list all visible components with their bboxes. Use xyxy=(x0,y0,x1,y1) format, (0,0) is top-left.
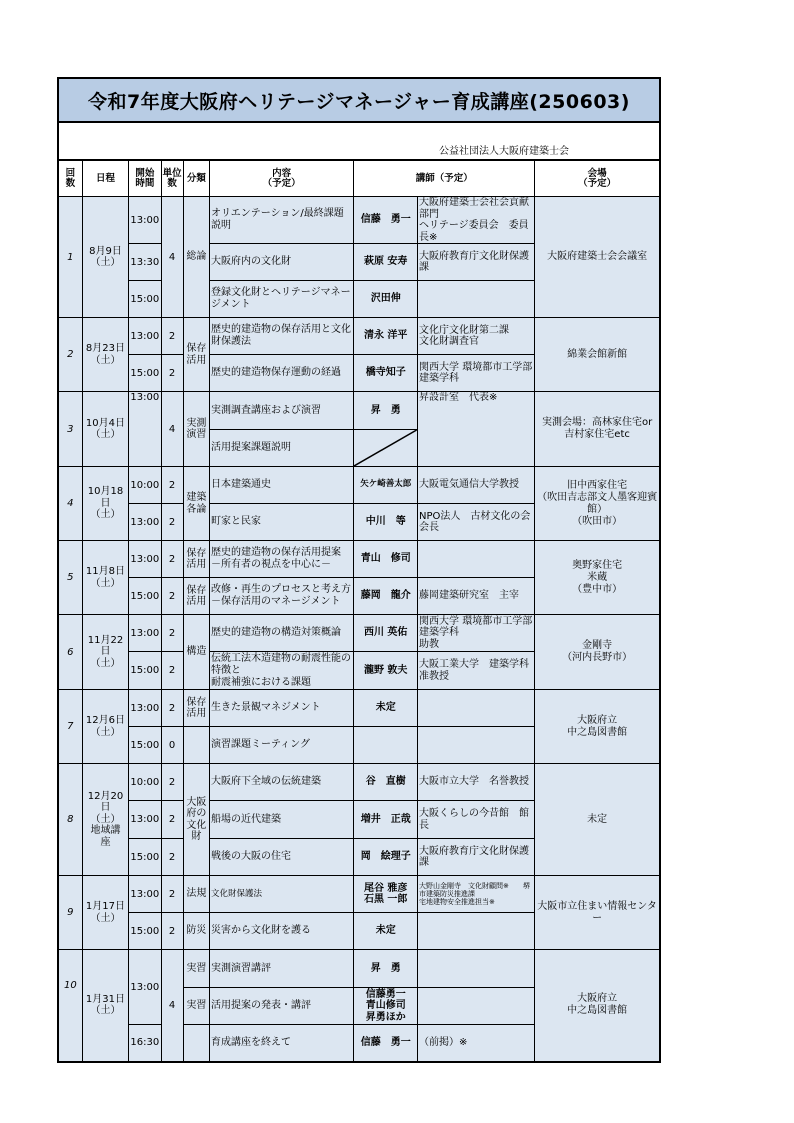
lecturer-name: 萩原 安寿 xyxy=(354,244,418,281)
table-row xyxy=(58,197,660,244)
category: 保存 活用 xyxy=(183,541,209,578)
organization-name: 公益社団法人大阪府建築士会 xyxy=(439,146,569,157)
lecture-content: 活用提案の発表・講評 xyxy=(209,988,353,1025)
start-time: 10:00 xyxy=(129,764,161,801)
lecturer-affiliation xyxy=(418,950,535,988)
lecture-content: 大阪府下全域の伝統建築 xyxy=(209,764,353,801)
venue: 大阪府建築士会会議室 xyxy=(535,197,660,318)
session-date: 10月18 日 （土） xyxy=(82,467,128,541)
header-lecturer: 講師（予定） xyxy=(354,160,535,197)
unit-count: 2 xyxy=(161,467,183,504)
start-time: 13:00 xyxy=(129,318,161,355)
lecturer-name: 矢ケ崎善太郎 xyxy=(354,467,418,504)
lecturer-name: 尾谷 雅彦 石黒 一郎 xyxy=(354,876,418,913)
start-time: 15:00 xyxy=(129,355,161,392)
lecturer-affiliation: 藤岡建築研究室 主宰 xyxy=(418,578,535,615)
start-time: 15:00 xyxy=(129,652,161,690)
session-date: 8月9日 （土） xyxy=(82,197,128,318)
table-row xyxy=(58,467,660,504)
table-row xyxy=(58,950,660,988)
lecturer-affiliation: NPO法人 古材文化の会 会長 xyxy=(418,504,535,541)
category: 総論 xyxy=(183,197,209,318)
start-time: 13:00 xyxy=(129,504,161,541)
session-date: 12月20 日 （土） 地域講 座 xyxy=(82,764,128,876)
start-time: 13:00 xyxy=(129,876,161,913)
category: 実習 xyxy=(183,950,209,988)
lecturer-affiliation xyxy=(418,727,535,764)
lecture-content: 歴史的建造物保存運動の経過 xyxy=(209,355,353,392)
lecture-content: 伝統工法木造建物の耐震性能の特徴と 耐震補強における課題 xyxy=(209,652,353,690)
table-row xyxy=(58,876,660,913)
header-content: 内容 （予定） xyxy=(209,160,353,197)
venue: 大阪府立 中之島図書館 xyxy=(535,950,660,1062)
category: 保存 活用 xyxy=(183,578,209,615)
lecturer-affiliation xyxy=(418,690,535,727)
venue: 大阪府立 中之島図書館 xyxy=(535,690,660,764)
unit-count: 2 xyxy=(161,318,183,355)
start-time: 13:00 xyxy=(129,615,161,652)
category: 構造 xyxy=(183,615,209,690)
start-time: 13:00 xyxy=(129,392,161,467)
schedule-table xyxy=(57,159,661,1063)
session-number: 2 xyxy=(58,318,82,392)
start-time: 13:30 xyxy=(129,244,161,281)
category: 実測 演習 xyxy=(183,392,209,467)
start-time: 15:00 xyxy=(129,727,161,764)
lecturer-name: 未定 xyxy=(354,690,418,727)
venue: 金剛寺 （河内長野市） xyxy=(535,615,660,690)
lecturer-affiliation xyxy=(418,541,535,578)
lecturer-name: 中川 等 xyxy=(354,504,418,541)
lecturer-name: 沢田伸 xyxy=(354,281,418,318)
lecturer-name: 未定 xyxy=(354,913,418,950)
table-row xyxy=(58,764,660,801)
table-header xyxy=(58,160,660,197)
lecture-content: 日本建築通史 xyxy=(209,467,353,504)
category: 保存 活用 xyxy=(183,318,209,392)
header-venue: 会場 （予定） xyxy=(535,160,660,197)
session-number: 6 xyxy=(58,615,82,690)
unit-count: 2 xyxy=(161,913,183,950)
category xyxy=(183,727,209,764)
header-date: 日程 xyxy=(82,160,128,197)
session-date: 12月6日 （土） xyxy=(82,690,128,764)
start-time: 16:30 xyxy=(129,1025,161,1062)
lecturer-name: 橋寺知子 xyxy=(354,355,418,392)
lecturer-affiliation: 大阪府教育庁文化財保護課 xyxy=(418,244,535,281)
header-num: 回 数 xyxy=(58,160,82,197)
lecture-content: 歴史的建造物の保存活用提案 －所有者の視点を中心に－ xyxy=(209,541,353,578)
lecturer-affiliation xyxy=(418,988,535,1025)
lecturer-affiliation: 昇設計室 代表※ xyxy=(418,392,535,467)
lecturer-affiliation: 大阪くらしの今昔館 館長 xyxy=(418,801,535,839)
session-date: 11月22 日 （土） xyxy=(82,615,128,690)
lecturer-name: 信藤勇一 青山修司 昇勇ほか xyxy=(354,988,418,1025)
table-row xyxy=(58,541,660,578)
lecturer-affiliation xyxy=(418,913,535,950)
unit-count: 2 xyxy=(161,615,183,652)
session-number: 4 xyxy=(58,467,82,541)
category: 法規 xyxy=(183,876,209,913)
table-row xyxy=(58,392,660,430)
lecturer-affiliation: 大阪府教育庁文化財保護課 xyxy=(418,839,535,876)
start-time: 13:00 xyxy=(129,950,161,1025)
lecturer-affiliation: 大阪府建築士会社会貢献部門 ヘリテージ委員会 委員長※ xyxy=(418,197,535,244)
lecture-content: 活用提案課題説明 xyxy=(209,430,353,467)
lecture-content: オリエンテーション/最終課題説明 xyxy=(209,197,353,244)
lecturer-name: 信藤 勇一 xyxy=(354,1025,418,1062)
session-number: 3 xyxy=(58,392,82,467)
category xyxy=(183,1025,209,1062)
organization-bar xyxy=(57,123,661,160)
table-row xyxy=(58,615,660,652)
venue: 実測会場：高林家住宅or 吉村家住宅etc xyxy=(535,392,660,467)
venue: 綿業会館新館 xyxy=(535,318,660,392)
unit-count: 4 xyxy=(161,197,183,318)
lecture-content: 災害から文化財を護る xyxy=(209,913,353,950)
start-time: 15:00 xyxy=(129,839,161,876)
lecturer-affiliation: 関西大学 環境都市工学部 建築学科 助教 xyxy=(418,615,535,652)
lecturer-name: 青山 修司 xyxy=(354,541,418,578)
lecturer-name xyxy=(354,727,418,764)
category: 保存 活用 xyxy=(183,690,209,727)
venue: 旧中西家住宅 （吹田吉志部文人墨客迎賓館） （吹田市） xyxy=(535,467,660,541)
lecturer-affiliation xyxy=(418,281,535,318)
header-category: 分類 xyxy=(183,160,209,197)
start-time: 13:00 xyxy=(129,197,161,244)
start-time: 15:00 xyxy=(129,913,161,950)
unit-count: 2 xyxy=(161,839,183,876)
table-row xyxy=(58,318,660,355)
start-time: 15:00 xyxy=(129,578,161,615)
lecturer-name: 瀧野 敦夫 xyxy=(354,652,418,690)
lecturer-name: 谷 直樹 xyxy=(354,764,418,801)
lecture-content: 船場の近代建築 xyxy=(209,801,353,839)
lecture-content: 実測演習講評 xyxy=(209,950,353,988)
lecturer-affiliation: （前掲）※ xyxy=(418,1025,535,1062)
lecture-content: 演習課題ミーティング xyxy=(209,727,353,764)
lecturer-affiliation: 大阪工業大学 建築学科 准教授 xyxy=(418,652,535,690)
schedule-body xyxy=(58,197,660,1062)
unit-count: 2 xyxy=(161,801,183,839)
lecturer-name: 昇 勇 xyxy=(354,950,418,988)
session-date: 8月23日 （土） xyxy=(82,318,128,392)
lecturer-name: 岡 絵理子 xyxy=(354,839,418,876)
lecture-content: 町家と民家 xyxy=(209,504,353,541)
lecturer-affiliation: 文化庁文化財第二課 文化財調査官 xyxy=(418,318,535,355)
lecturer-affiliation: 大阪電気通信大学教授 xyxy=(418,467,535,504)
session-date: 1月17日 （土） xyxy=(82,876,128,950)
session-number: 7 xyxy=(58,690,82,764)
lecturer-name: 西川 英佑 xyxy=(354,615,418,652)
session-date: 10月4日 （土） xyxy=(82,392,128,467)
lecture-content: 生きた景観マネジメント xyxy=(209,690,353,727)
venue: 未定 xyxy=(535,764,660,876)
start-time: 13:00 xyxy=(129,690,161,727)
unit-count: 2 xyxy=(161,504,183,541)
start-time: 15:00 xyxy=(129,281,161,318)
session-number: 5 xyxy=(58,541,82,615)
lecture-content: 大阪府内の文化財 xyxy=(209,244,353,281)
category: 防災 xyxy=(183,913,209,950)
lecture-content: 改修・再生のプロセスと考え方 －保存活用のマネージメント xyxy=(209,578,353,615)
category: 大阪 府の 文化 財 xyxy=(183,764,209,876)
session-number: 1 xyxy=(58,197,82,318)
page-title: 令和7年度大阪府ヘリテージマネージャー育成講座(250603) xyxy=(57,77,661,123)
unit-count: 2 xyxy=(161,578,183,615)
lecturer-name: 増井 正哉 xyxy=(354,801,418,839)
header-time: 開始 時間 xyxy=(129,160,161,197)
lecturer-affiliation: 大阪市立大学 名誉教授 xyxy=(418,764,535,801)
start-time: 13:00 xyxy=(129,801,161,839)
unit-count: 2 xyxy=(161,764,183,801)
lecture-content: 歴史的建造物の保存活用と文化財保護法 xyxy=(209,318,353,355)
diagonal-slash-icon xyxy=(354,430,417,466)
start-time: 10:00 xyxy=(129,467,161,504)
empty-lecturer-slash xyxy=(354,430,418,467)
session-number: 9 xyxy=(58,876,82,950)
unit-count: 2 xyxy=(161,355,183,392)
start-time: 13:00 xyxy=(129,541,161,578)
table-row xyxy=(58,690,660,727)
lecture-content: 実測調査講座および演習 xyxy=(209,392,353,430)
lecturer-affiliation: 関西大学 環境都市工学部 建築学科 xyxy=(418,355,535,392)
venue: 大阪市立住まい情報センター xyxy=(535,876,660,950)
session-date: 1月31日 （土） xyxy=(82,950,128,1062)
lecture-content: 歴史的建造物の構造対策概論 xyxy=(209,615,353,652)
header-units: 単位 数 xyxy=(161,160,183,197)
venue: 奥野家住宅 米蔵 （豊中市） xyxy=(535,541,660,615)
category: 実習 xyxy=(183,988,209,1025)
lecturer-name: 昇 勇 xyxy=(354,392,418,430)
unit-count: 4 xyxy=(161,392,183,467)
lecturer-name: 信藤 勇一 xyxy=(354,197,418,244)
lecture-content: 文化財保護法 xyxy=(209,876,353,913)
unit-count: 2 xyxy=(161,690,183,727)
lecturer-name: 藤岡 龍介 xyxy=(354,578,418,615)
session-date: 11月8日 （土） xyxy=(82,541,128,615)
unit-count: 4 xyxy=(161,950,183,1062)
lecture-content: 登録文化財とヘリテージマネージメント xyxy=(209,281,353,318)
lecturer-name: 清永 洋平 xyxy=(354,318,418,355)
unit-count: 2 xyxy=(161,541,183,578)
lecturer-affiliation: 大野山金剛寺 文化財顧問※ 堺市建築防災推進課 宅地建物安全推進担当※ xyxy=(418,876,535,913)
unit-count: 0 xyxy=(161,727,183,764)
lecture-content: 育成講座を終えて xyxy=(209,1025,353,1062)
lecture-content: 戦後の大阪の住宅 xyxy=(209,839,353,876)
session-number: 8 xyxy=(58,764,82,876)
category: 建築 各論 xyxy=(183,467,209,541)
session-number: 10 xyxy=(58,950,82,1062)
unit-count: 2 xyxy=(161,876,183,913)
unit-count: 2 xyxy=(161,652,183,690)
